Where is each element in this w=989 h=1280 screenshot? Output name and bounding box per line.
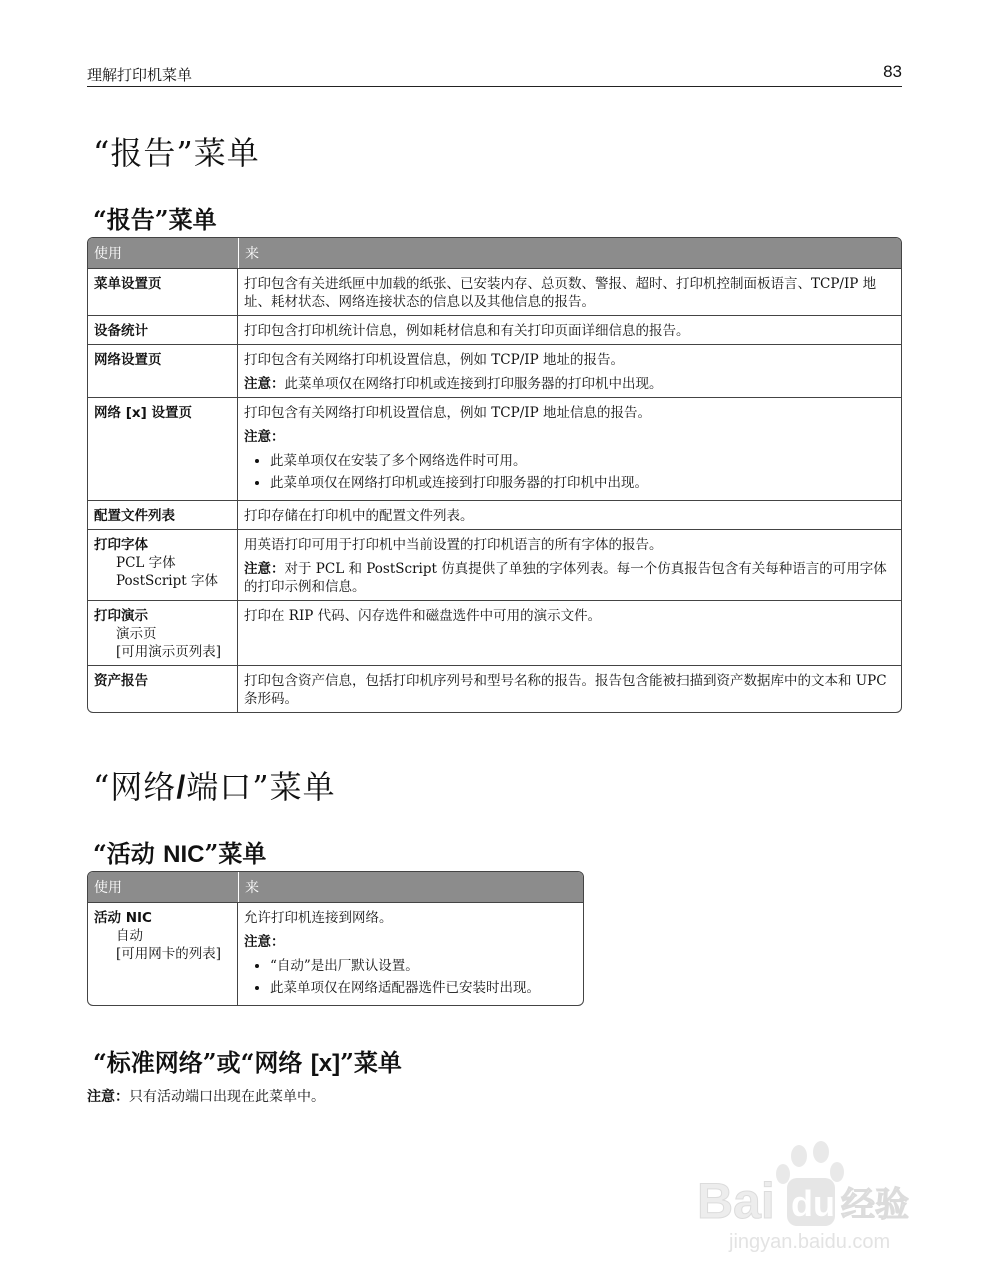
table-row	[88, 268, 901, 315]
note-label: 注意：	[244, 429, 285, 445]
subsection-title-active-nic	[93, 834, 266, 869]
title-part: NIC	[163, 841, 205, 868]
col-header-to: 来	[238, 238, 901, 268]
menu-item-name: 资产报告	[88, 665, 238, 712]
table-row	[88, 344, 901, 397]
paw-logo-icon	[689, 1138, 929, 1258]
menu-item-cell	[238, 902, 583, 1005]
menu-item-cell	[88, 600, 238, 665]
col-header-to: 来	[238, 872, 583, 902]
baidu-watermark	[689, 1138, 929, 1258]
menu-item-cell	[238, 397, 901, 500]
table-row	[88, 397, 901, 500]
note-text: 对于 PCL 和 PostScript 仿真提供了单独的字体列表。每一个仿真报告包含有关每种语言的可用字体的打印示例和信息。	[244, 561, 887, 595]
page-number: 83	[883, 62, 902, 81]
title-part: 端口”菜单	[186, 768, 336, 806]
title-part: [x]	[310, 1050, 341, 1077]
title-part: “标准网络”或“网络	[93, 1048, 311, 1077]
page-header	[87, 62, 902, 87]
table-row	[88, 600, 901, 665]
footnote	[87, 1086, 325, 1106]
note-list	[244, 452, 895, 492]
watermark-brand: Bai	[697, 1173, 775, 1229]
list-item: • 此菜单项仅在网络适配器选件已安装时出现。	[270, 979, 577, 997]
note-list	[244, 957, 577, 997]
menu-item-desc: 打印包含资产信息，包括打印机序列号和型号名称的报告。报告包含能被扫描到资产数据库中的文本和 UPC 条形码。	[238, 665, 901, 712]
note-text: 只有活动端口出现在此菜单中。	[129, 1089, 325, 1105]
section-title-reports: “报告”菜单	[93, 134, 260, 172]
list-item: • “自动”是出厂默认设置。	[270, 957, 577, 975]
menu-subitem: PCL 字体	[116, 555, 176, 571]
header-title: 理解打印机菜单	[87, 66, 193, 84]
menu-item-desc: 打印包含有关网络打印机设置信息，例如 TCP/IP 地址信息的报告。	[244, 405, 651, 421]
menu-item-name: 网络设置页	[88, 344, 238, 397]
menu-item-desc: 打印在 RIP 代码、闪存选件和磁盘选件中可用的演示文件。	[238, 600, 901, 665]
table-row	[88, 902, 583, 1005]
menu-item-cell	[88, 529, 238, 600]
note-label: 注意：	[244, 561, 285, 577]
table-row	[88, 665, 901, 712]
table-header-row	[88, 872, 583, 902]
menu-subitem: PostScript 字体	[116, 573, 218, 589]
menu-item-desc: 打印存储在打印机中的配置文件列表。	[238, 500, 901, 529]
subsection-title-reports: “报告”菜单	[93, 205, 217, 234]
menu-subitem: 自动	[116, 928, 143, 944]
note-label: 注意：	[244, 934, 285, 950]
menu-item-desc: 打印包含有关网络打印机设置信息，例如 TCP/IP 地址的报告。	[244, 352, 624, 368]
subsection-title-standard-network	[93, 1043, 402, 1078]
active-nic-table	[87, 871, 584, 1006]
menu-item-cell	[238, 529, 901, 600]
menu-item-desc: 允许打印机连接到网络。	[244, 910, 393, 926]
watermark-brand-2: du	[791, 1183, 835, 1224]
title-part: ”菜单	[340, 1048, 402, 1077]
menu-item-name: 打印字体	[94, 537, 148, 553]
table-header-row	[88, 238, 901, 268]
menu-item-desc: 用英语打印可用于打印机中当前设置的打印机语言的所有字体的报告。	[244, 537, 663, 553]
menu-item-cell	[238, 344, 901, 397]
section-title-network	[93, 762, 336, 808]
reports-menu-table	[87, 237, 902, 713]
note	[244, 560, 895, 596]
table-row	[88, 315, 901, 344]
title-part: /	[176, 769, 187, 805]
col-header-use: 使用	[88, 238, 238, 268]
menu-subitem: [可用网卡的列表]	[116, 946, 222, 962]
menu-subitem: 演示页	[116, 626, 157, 642]
note	[244, 375, 895, 393]
list-item: • 此菜单项仅在安装了多个网络选件时可用。	[270, 452, 895, 470]
note-label: 注意：	[87, 1089, 129, 1105]
menu-item-desc: 打印包含有关进纸匣中加载的纸张、已安装内存、总页数、警报、超时、打印机控制面板语言、TCP/IP 地址、耗材状态、网络连接状态的信息以及其他信息的报告。	[238, 268, 901, 315]
title-part: ”菜单	[204, 839, 267, 868]
col-header-use: 使用	[88, 872, 238, 902]
watermark-cn: 经验	[841, 1185, 909, 1225]
table-row	[88, 500, 901, 529]
note	[244, 428, 895, 446]
table-row	[88, 529, 901, 600]
watermark-url: jingyan.baidu.com	[729, 1231, 891, 1253]
note-label: 注意：	[244, 376, 285, 392]
note-text: 此菜单项仅在网络打印机或连接到打印服务器的打印机中出现。	[284, 376, 663, 392]
note	[244, 933, 577, 951]
menu-item-cell	[88, 902, 238, 1005]
menu-item-name: 菜单设置页	[88, 268, 238, 315]
menu-item-name: 活动 NIC	[94, 910, 152, 926]
title-part: “网络	[93, 768, 177, 806]
menu-item-name: 网络 [x] 设置页	[88, 397, 238, 500]
title-part: “活动	[93, 839, 164, 868]
menu-item-name: 打印演示	[94, 608, 148, 624]
menu-item-name: 配置文件列表	[88, 500, 238, 529]
menu-item-desc: 打印包含打印机统计信息，例如耗材信息和有关打印页面详细信息的报告。	[238, 315, 901, 344]
list-item: • 此菜单项仅在网络打印机或连接到打印服务器的打印机中出现。	[270, 474, 895, 492]
menu-subitem: [可用演示页列表]	[116, 644, 222, 660]
menu-item-name: 设备统计	[88, 315, 238, 344]
